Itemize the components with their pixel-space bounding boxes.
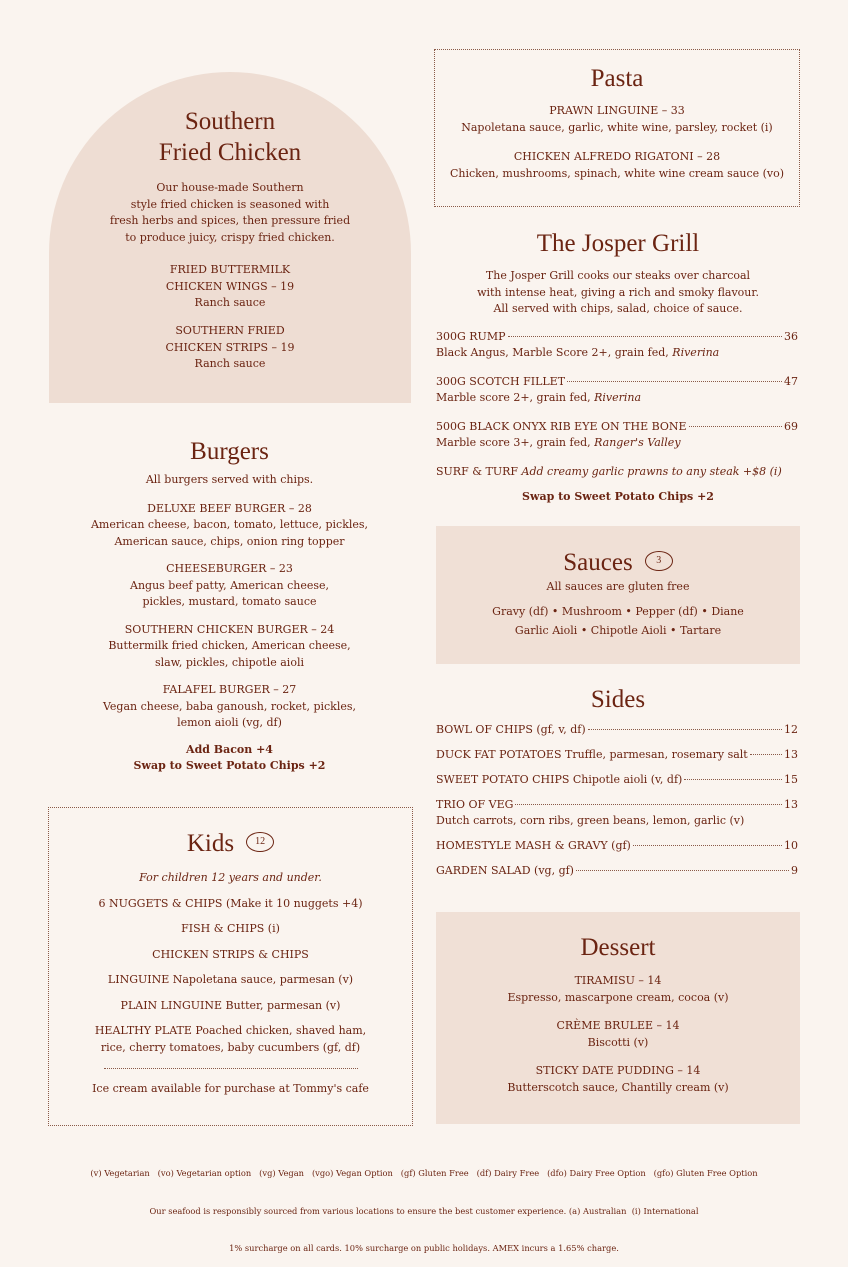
sauces-note: All sauces are gluten free: [546, 580, 690, 593]
list-item: BOWL OF CHIPS (gf, v, df) 12: [436, 723, 798, 736]
surf-and-turf: SURF & TURF Add creamy garlic prawns to any steak +$8 (i): [436, 465, 782, 478]
southern-fried-description: Our house-made Southern style fried chicken is seasoned with fresh herbs and spices, then pressure fried to produce juicy, crispy fried chicken.: [109, 181, 351, 244]
burgers-title: Burgers: [190, 438, 269, 465]
sauces-panel: [436, 526, 800, 664]
kids-footer: Ice cream available for purchase at Tommy's cafe: [92, 1082, 369, 1095]
kids-note: For children 12 years and under.: [139, 871, 322, 884]
steak-row: 300G SCOTCH FILLET 47 Marble score 2+, grain fed, Riverina: [436, 375, 798, 404]
burgers-note: All burgers served with chips.: [145, 473, 314, 486]
burgers-section: [48, 436, 411, 775]
kids-divider: [104, 1068, 358, 1069]
menu-item: FALAFEL BURGER – 27 Vegan cheese, baba ganoush, rocket, pickles, lemon aioli (vg, df): [102, 683, 357, 729]
steak-row: 500G BLACK ONYX RIB EYE ON THE BONE 69 Marble score 3+, grain fed, Ranger's Valley: [436, 420, 798, 449]
sauces-title-row: [436, 547, 800, 579]
menu-item: SOUTHERN CHICKEN BURGER – 24 Buttermilk fried chicken, American cheese, slaw, pickles, chipotle aioli: [108, 622, 351, 669]
sauces-title: Sauces: [563, 549, 633, 576]
josper-grill-header: [436, 228, 800, 318]
list-item: SWEET POTATO CHIPS Chipotle aioli (v, df) 15: [436, 773, 798, 786]
sauces-list: Gravy (df) • Mushroom • Pepper (df) • Diane Garlic Aioli • Chipotle Aioli • Tartare: [492, 604, 744, 637]
menu-item: STICKY DATE PUDDING – 14 Butterscotch sauce, Chantilly cream (v): [507, 1064, 729, 1094]
list-item: FISH & CHIPS (i): [181, 922, 280, 935]
menu-item: CHICKEN ALFREDO RIGATONI – 28 Chicken, mushrooms, spinach, white wine cream sauce (vo): [449, 150, 785, 180]
menu-item: TIRAMISU – 14 Espresso, mascarpone cream, cocoa (v): [507, 974, 729, 1004]
kids-title-row: [49, 828, 412, 860]
sauces-count-badge: 3: [645, 551, 673, 571]
dessert-title: Dessert: [580, 934, 656, 961]
burgers-extra-swap: Swap to Sweet Potato Chips +2: [133, 759, 326, 772]
footer-seafood-note: Our seafood is responsibly sourced from various locations to ensure the best customer experience. (a) Australian (i) International: [149, 1205, 699, 1216]
list-item: TRIO OF VEG 13 Dutch carrots, corn ribs, green beans, lemon, garlic (v): [436, 798, 798, 827]
list-item: GARDEN SALAD (vg, gf) 9: [436, 864, 798, 877]
menu-item: CHEESEBURGER – 23 Angus beef patty, American cheese, pickles, mustard, tomato sauce: [130, 562, 329, 608]
burgers-extra-bacon: Add Bacon +4: [186, 742, 273, 756]
pasta-title: Pasta: [590, 65, 644, 92]
josper-swap: Swap to Sweet Potato Chips +2: [522, 490, 714, 503]
footer-notes: [0, 1142, 848, 1267]
menu-item: CRÈME BRULEE – 14 Biscotti (v): [556, 1019, 680, 1049]
kids-age-badge: 12: [246, 832, 274, 852]
menu-item: PRAWN LINGUINE – 33 Napoletana sauce, garlic, white wine, parsley, rocket (i): [461, 104, 773, 134]
kids-panel: [48, 807, 413, 1126]
menu-item: DELUXE BEEF BURGER – 28 American cheese, bacon, tomato, lettuce, pickles, American sauce, chips, onion ring topper: [90, 501, 369, 548]
dessert-panel: [436, 912, 800, 1124]
kids-title: Kids: [186, 830, 235, 857]
menu-item: SOUTHERN FRIED CHICKEN STRIPS – 19 Ranch sauce: [165, 324, 295, 370]
list-item: 6 NUGGETS & CHIPS (Make it 10 nuggets +4): [98, 896, 363, 910]
footer-surcharge-note: 1% surcharge on all cards. 10% surcharge on public holidays. AMEX incurs a 1.65% charge.: [229, 1243, 619, 1253]
sides-title: Sides: [590, 686, 646, 713]
list-item: CHICKEN STRIPS & CHIPS: [152, 947, 309, 961]
list-item: HEALTHY PLATE Poached chicken, shaved ham, rice, cherry tomatoes, baby cucumbers (gf, df): [94, 1024, 367, 1054]
list-item: PLAIN LINGUINE Butter, parmesan (v): [120, 998, 341, 1012]
menu-item: FRIED BUTTERMILK CHICKEN WINGS – 19 Ranch sauce: [165, 263, 295, 309]
list-item: DUCK FAT POTATOES Truffle, parmesan, rosemary salt 13: [436, 748, 798, 761]
list-item: HOMESTYLE MASH & GRAVY (gf) 10: [436, 839, 798, 852]
footer-dietary-legend: (v) Vegetarian (vo) Vegetarian option (vg) Vegan (vgo) Vegan Option (gf) Gluten Free (df) Dairy Free (dfo) Dairy Free Option (gfo) Gluten Free Option: [90, 1168, 758, 1178]
list-item: LINGUINE Napoletana sauce, parmesan (v): [107, 973, 354, 986]
josper-description: The Josper Grill cooks our steaks over charcoal with intense heat, giving a rich and smoky flavour. All served with chips, salad, choice of sauce.: [477, 269, 759, 315]
steak-row: 300G RUMP 36 Black Angus, Marble Score 2+, grain fed, Riverina: [436, 330, 798, 359]
southern-fried-chicken-panel: [49, 72, 411, 403]
josper-title: The Josper Grill: [536, 230, 700, 257]
pasta-panel: [434, 49, 800, 207]
southern-fried-title: Southern Fried Chicken: [158, 108, 302, 166]
